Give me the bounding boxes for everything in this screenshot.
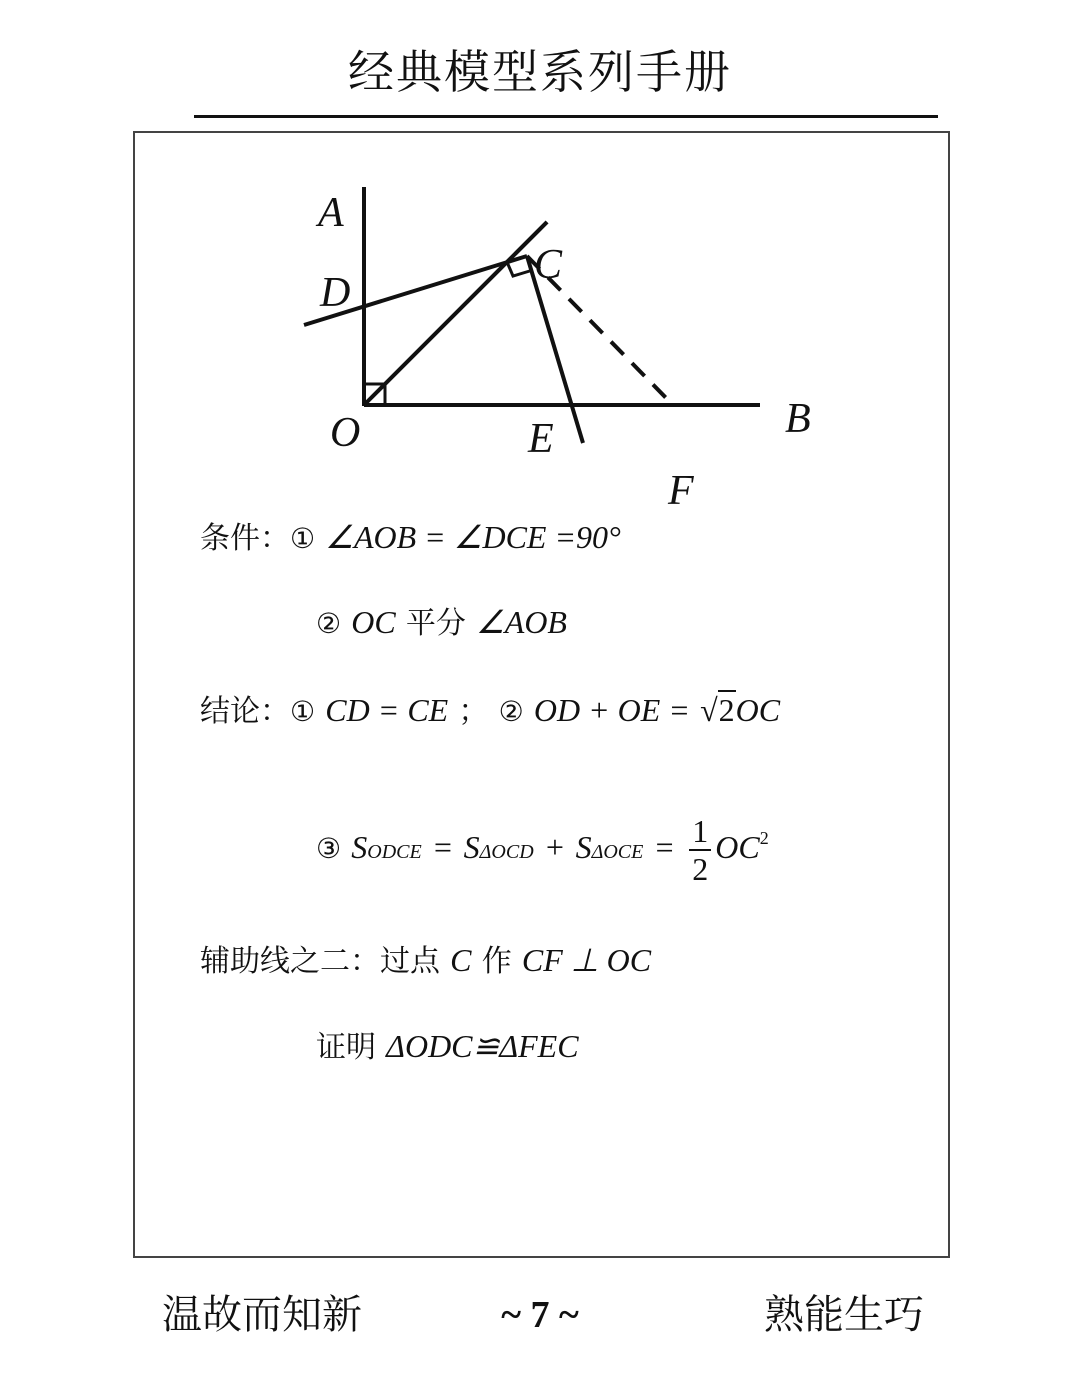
conclusion-1-marker: ①	[290, 695, 316, 728]
label-point-c: C	[534, 242, 563, 288]
fraction-one-half	[689, 813, 711, 887]
sqrt-symbol: √2	[700, 692, 735, 728]
equals-2: =	[653, 829, 676, 865]
page-title: 经典模型系列手册	[348, 45, 732, 99]
plus-sign: +	[543, 829, 566, 865]
auxiliary-formula: CF ⊥ OC	[521, 942, 652, 978]
label-point-o: O	[330, 410, 361, 456]
area-oce-symbol: S	[575, 829, 592, 865]
condition-2-lhs: OC	[351, 604, 396, 640]
conditions-prefix: 条件：	[200, 521, 290, 556]
auxiliary-word-1: 过点	[380, 944, 440, 979]
header-rule	[194, 115, 938, 118]
auxiliary-point: C	[450, 942, 472, 978]
condition-2-rhs: ∠AOB	[476, 604, 567, 640]
area-odce-symbol: S	[351, 829, 368, 865]
conclusion-3-exponent: 2	[759, 828, 769, 848]
conclusion-3-marker: ③	[316, 832, 342, 865]
condition-2-marker: ②	[316, 607, 342, 640]
conclusions-prefix: 结论：	[200, 694, 290, 729]
proof-word: 证明	[316, 1030, 376, 1065]
condition-1	[200, 517, 621, 559]
fraction-denominator: 2	[692, 850, 709, 887]
sqrt-radicand: 2	[718, 692, 735, 728]
label-point-e: E	[528, 416, 554, 462]
conclusion-3-tail: OC	[715, 829, 760, 865]
condition-1-marker: ①	[290, 522, 316, 555]
footer-left-motto: 温故而知新	[162, 1292, 362, 1338]
page-number: ~ 7 ~	[501, 1294, 579, 1336]
conclusion-2-formula: OD + OE =	[533, 692, 690, 728]
auxiliary-2	[316, 1026, 579, 1068]
footer-right-motto: 熟能生巧	[764, 1292, 924, 1338]
conclusion-1-formula: CD = CE	[325, 692, 449, 728]
condition-1-formula: ∠AOB = ∠DCE =90°	[325, 519, 621, 555]
label-point-f: F	[668, 468, 694, 514]
auxiliary-prefix: 辅助线之二：	[200, 944, 380, 979]
area-odce-subscript: ODCE	[367, 841, 422, 863]
area-oce-subscript: ΔOCE	[591, 841, 644, 863]
area-ocd-subscript: ΔOCD	[479, 841, 534, 863]
conclusion-3	[316, 808, 769, 887]
proof-formula: ΔODC≌ΔFEC	[386, 1028, 579, 1064]
conclusion-2-marker: ②	[498, 695, 524, 728]
label-point-a: A	[318, 190, 344, 236]
fraction-numerator: 1	[689, 813, 711, 851]
conclusion-1-2	[200, 690, 780, 732]
area-ocd-symbol: S	[463, 829, 480, 865]
auxiliary-word-2: 作	[481, 944, 512, 979]
equals-1: =	[431, 829, 454, 865]
condition-2-word: 平分	[405, 606, 466, 641]
label-point-b: B	[785, 396, 811, 442]
conclusion-separator: ；	[458, 694, 489, 729]
auxiliary-1	[200, 940, 651, 982]
conclusion-2-tail: OC	[735, 692, 781, 728]
condition-2	[316, 602, 567, 644]
label-point-d: D	[320, 270, 351, 316]
